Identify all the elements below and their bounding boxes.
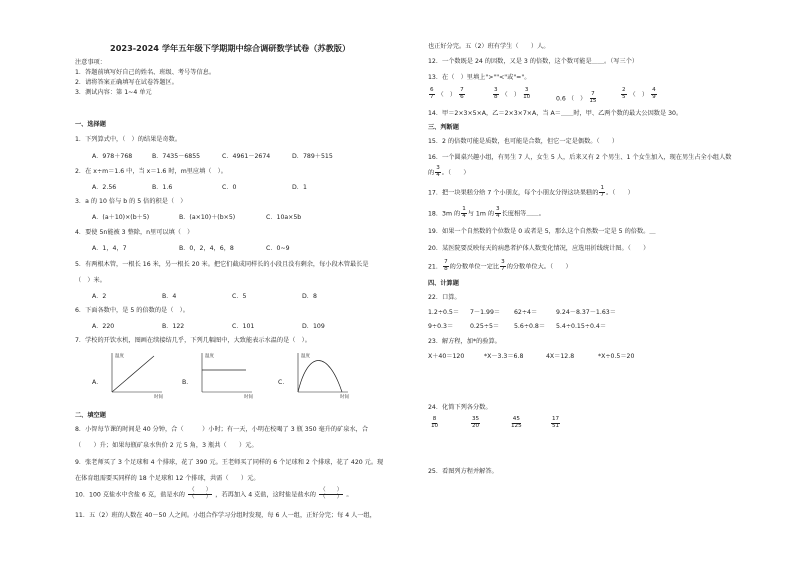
simplify-fraction: $\frac{8}{10}$ [431,416,439,429]
option[interactable]: A．978＋768 [92,153,133,160]
question-11-cont: 也正好分完。五（2）班有学生（ ）人。 [428,43,550,50]
question-2: 2．在 x÷m＝1.6 中，当 x＝1.6 时，m里应填（ ）。 [75,168,227,175]
q10-text: 。 [346,491,353,499]
option[interactable]: A．2.56 [92,184,117,191]
mental-calc: 9.24－8.37－1.63＝ [556,309,616,316]
note-item: 1．答题前填写好自己的姓名、班级、考号等信息。 [75,69,216,76]
option[interactable]: B．4 [162,293,177,300]
graph-ylabel: 温度 [115,354,124,359]
mental-calc: 7－1.99＝ [470,309,501,316]
question-17: 17．把一块果糕分给 7 个小朋友，每个小朋友分得这块果糕的 $\frac{1}{7}$ 。（ ） [428,185,634,198]
note-item: 2．请将答案正确填写在试卷答题区。 [75,79,178,86]
q13-compare-4: $\frac{2}{5}$ （ ） $\frac{4}{9}$ [622,87,656,100]
option[interactable]: D．789＋515 [292,153,333,160]
question-24: 24．化简下列各分数。 [428,404,492,411]
question-10 [75,488,353,501]
mental-calc: 1.2÷0.5＝ [428,309,460,316]
mental-calc: 5.6÷0.8＝ [514,323,546,330]
question-6: 6．下面各数中，是 5 的倍数的是（ ）。 [75,307,189,314]
q13-compare-3: 0.6 （ ） $\frac{7}{15}$ [556,91,597,104]
mental-calc: 0.25÷5＝ [470,323,500,330]
q10-text: 10．100 克盐水中含盐 6 克，盐是水的 [75,491,185,499]
graph-c-arch [294,350,350,398]
question-7: 7．学校的开饮水机，图画在续接结几乎，下列几幅图中，大致能表示水温的是（ ）。 [75,337,311,344]
q13-compare-1: $\frac{6}{7}$ （ ） $\frac{7}{6}$ [430,87,464,100]
equation: 4X＝12.8 [546,353,575,360]
compare-blank[interactable]: （ ） [437,91,457,99]
option[interactable]: B．1.6 [152,184,173,191]
option[interactable]: A．2 [92,293,107,300]
option[interactable]: C．10a×5b [266,214,302,221]
option[interactable]: C．0 [222,184,237,191]
exam-title: 2023-2024 学年五年级下学期期中综合调研数学试卷（苏教版） [110,43,351,53]
simplify-fraction: $\frac{35}{20}$ [472,416,480,429]
question-12: 12．一个数既是 24 的因数，又是 3 的倍数，这个数可能是＿＿。（写三个） [428,58,639,65]
equation: *X－3.3＝6.8 [484,353,524,360]
question-19: 19．如果一个自然数的个位数是 0 或者是 5，那么这个自然数一定是 5 的倍数。＿ [428,228,656,235]
option[interactable]: B．7435－6855 [152,153,201,160]
note-item: 3．测试内容：第 1~4 单元 [75,89,152,96]
question-5: 5．有两根木管，一根长 16 米，另一根长 20 米。把它们截成同样长的小段且没有剩余，每小段木管最长是 [75,261,369,268]
graph-xlabel: 时间 [154,395,163,400]
graph-b-flat [198,350,254,398]
mental-calc: 9÷0.3＝ [428,323,454,330]
notes-heading: 注意事项： [75,59,106,66]
compare-blank[interactable]: （ ） [567,95,587,103]
question-15: 15．2 的倍数可能是质数，也可能是合数，但它一定是偶数。（ ） [428,138,619,145]
option[interactable]: A．(a＋10)×(b＋5) [92,214,150,221]
section-heading: 四、计算题 [428,280,459,287]
graph-ylabel: 温度 [301,354,310,359]
option[interactable]: D．1 [292,184,307,191]
option[interactable]: B．(a×10)＋(b×5) [179,214,236,221]
section-heading: 三、判断题 [428,124,459,131]
question-21: 21． $\frac{7}{8}$ 的分数单位一定比 $\frac{3}{7}$ 的分数单位大。（ ） [428,259,572,272]
graph-xlabel: 时间 [340,395,349,400]
question-25: 25．看图列方程并解答。 [428,468,498,475]
q13-compare-2: $\frac{3}{8}$ （ ） $\frac{3}{10}$ [494,87,531,100]
simplify-fraction: $\frac{45}{125}$ [511,416,522,429]
question-20: 20．某医院要反映每天的病患者护体人数变化情况，应选用折线统计图。（ ） [428,245,650,252]
question-23: 23．解方程，加*的验算。 [428,338,501,345]
question-14: 14．甲＝2×3×5×A，乙＝2×3×7×A，当 A＝＿＿时，甲、乙两个数的最大公因数是 30。 [428,110,683,117]
question-13: 13．在（ ）里填上">""<"或"="。 [428,74,531,81]
option-letter[interactable]: C． [278,379,289,386]
mental-calc: 62÷4＝ [514,309,538,316]
question-22: 22．口算。 [428,294,461,301]
q10-text: ，若再加入 4 克盐，这时盐是盐水的 [215,491,316,499]
question-4: 4．要使 5n能被 3 整除，n里可以填（ ） [75,229,194,236]
section-heading: 二、填空题 [75,412,106,419]
option[interactable]: B．122 [162,323,185,330]
option[interactable]: C．0~9 [266,245,290,252]
option[interactable]: A．220 [92,323,115,330]
question-9-cont: 在体育组需要买同样的 18 个足球和 12 个排球，共需（ ）元。 [75,475,260,482]
question-5-cont: （ ）米。 [75,277,106,284]
q10-fraction-blank-2[interactable]: $\frac{( )}{( )}$ [319,487,343,500]
option[interactable]: C．101 [232,323,255,330]
equation: X＋40＝120 [428,353,465,360]
question-8: 8．小智每节课的时间是 40 分钟，合（ ）小时；有一天，小明在校喝了 3 瓶 350 毫升的矿泉水，合 [75,426,369,433]
question-11: 11．五（2）班的人数在 40－50 人之间。小组合作学习分组时发现，每 6 人一组，正好分完；每 4 人一组， [75,512,376,519]
equation: *X÷0.5＝20 [598,353,635,360]
question-18: 18．3m 的 $\frac{1}{4}$ 与 1m 的 $\frac{3}{4}$ 长度相等＿＿。 [428,206,545,219]
option[interactable]: C．5 [232,293,247,300]
question-16: 16．一个圆桌兴趣小组，有男生 7 人，女生 5 人，后来又有 2 个男生、1 个女生加入，现在男生占全小组人数 [428,154,732,161]
q10-fraction-blank-1[interactable]: $\frac{( )}{( )}$ [188,487,212,500]
option[interactable]: B．0，2，4，6，8 [179,245,234,252]
graph-xlabel: 时间 [244,395,253,400]
option[interactable]: D．109 [302,323,325,330]
question-8-cont: （ ）升；如果每瓶矿泉水售价 2 元 5 角，3 瓶共（ ）元。 [75,442,258,449]
graph-ylabel: 温度 [205,354,214,359]
simplify-fraction: $\frac{17}{51}$ [552,416,560,429]
option-letter[interactable]: A． [92,379,103,386]
graph-a-rising [108,350,164,398]
option[interactable]: D．8 [302,293,317,300]
question-16-cont: 的 $\frac{3}{4}$ 。（ ） [428,165,470,178]
compare-blank[interactable]: （ ） [629,91,649,99]
option[interactable]: C．4961－2674 [222,153,271,160]
question-3: 3．a 的 10 倍与 b 的 5 倍的积是（ ） [75,198,187,205]
question-1: 1．下列算式中，（ ）的结果是奇数。 [75,136,182,143]
mental-calc: 5.4÷0.15÷0.4＝ [556,323,607,330]
question-9: 9．张老师买了 3 个足球和 4 个排球，花了 390 元。王老师买了同样的 6 个足球和 2 个排球，花了 420 元。现 [75,459,384,466]
option[interactable]: A．1，4，7 [92,245,127,252]
section-heading: 一、选择题 [75,121,106,128]
compare-blank[interactable]: （ ） [501,91,521,99]
option-letter[interactable]: B． [182,379,193,386]
